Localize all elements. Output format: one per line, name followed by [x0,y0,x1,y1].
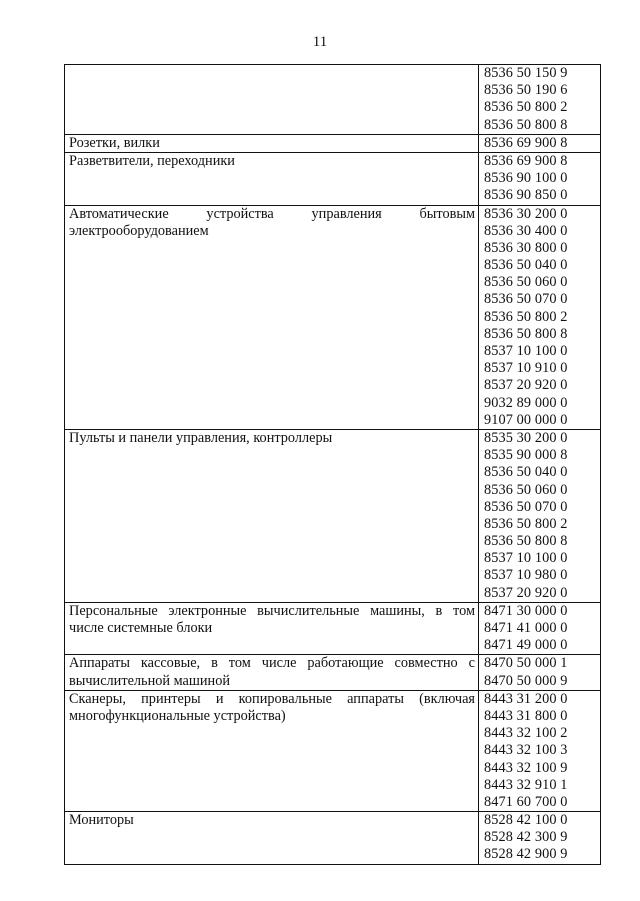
tnved-code: 8443 32 100 2 [484,725,568,742]
tnved-code: 8537 20 920 0 [484,584,568,601]
tnved-codes-cell [479,655,601,690]
tnved-code: 8470 50 000 9 [484,672,568,689]
tnved-code: 8536 50 070 0 [484,498,568,515]
tnved-code: 8536 69 900 8 [484,152,568,169]
tnved-codes-cell [479,205,601,429]
tnved-code: 8528 42 100 0 [484,812,568,829]
table-body [65,65,601,865]
tnved-code: 8537 10 100 0 [484,343,568,360]
tnved-code: 8536 30 400 0 [484,222,568,239]
tnved-code: 8536 50 800 8 [484,533,568,550]
tnved-codes-cell [479,429,601,602]
product-name-cell: Сканеры, принтеры и копировальные аппараты (включая многофункциональные устройства) [65,690,479,811]
tnved-code: 9107 00 000 0 [484,411,568,428]
tnved-code: 8537 20 920 0 [484,377,568,394]
tnved-code: 8443 31 800 0 [484,707,568,724]
tnved-code: 8443 32 100 3 [484,742,568,759]
product-name-cell: Пульты и панели управления, контроллеры [65,429,479,602]
tnved-code: 8470 50 000 1 [484,655,568,672]
page-number: 11 [312,34,328,50]
tnved-code: 8471 30 000 0 [484,602,568,619]
tnved-code: 8536 69 900 8 [484,134,568,151]
tnved-code: 8536 30 800 0 [484,239,568,256]
tnved-code: 8536 90 100 0 [484,170,568,187]
tnved-code: 8537 10 980 0 [484,567,568,584]
tnved-code: 8471 41 000 0 [484,620,568,637]
tnved-code: 8536 50 800 8 [484,325,568,342]
product-name-cell: Автоматические устройства управления бытовым электрооборудованием [65,205,479,429]
product-name-cell: Персональные электронные вычислительные машины, в том числе системные блоки [65,602,479,655]
table-row [65,602,601,655]
tnved-codes-cell [479,65,601,135]
tnved-code: 8537 10 100 0 [484,550,568,567]
tnved-code: 8528 42 900 9 [484,846,568,863]
product-name-cell: Разветвители, переходники [65,152,479,205]
table-row [65,205,601,429]
tnved-codes-cell [479,602,601,655]
tnved-codes-cell [479,134,601,152]
tnved-code: 8536 50 190 6 [484,82,568,99]
table-row [65,690,601,811]
tnved-code: 8536 90 850 0 [484,187,568,204]
product-name-cell: Аппараты кассовые, в том числе работающие совместно с вычислительной машиной [65,655,479,690]
product-name-cell: Розетки, вилки [65,134,479,152]
tnved-code: 8536 50 150 9 [484,65,568,81]
tnved-code: 8536 50 800 8 [484,116,568,133]
tnved-code: 8536 50 040 0 [484,464,568,481]
table-row [65,134,601,152]
tnved-codes-cell [479,812,601,865]
product-name-cell: Мониторы [65,812,479,865]
tnved-codes-cell [479,152,601,205]
tnved-code: 8536 30 200 0 [484,205,568,222]
tnved-code: 8536 50 800 2 [484,99,568,116]
tnved-code: 8536 50 060 0 [484,481,568,498]
tnved-code: 8536 50 800 2 [484,515,568,532]
table-row [65,152,601,205]
tnved-code: 8443 32 910 1 [484,776,568,793]
product-name-cell [65,65,479,135]
product-code-table [64,64,601,865]
tnved-code: 8536 50 800 2 [484,308,568,325]
tnved-code: 8443 32 100 9 [484,759,568,776]
tnved-code: 8443 31 200 0 [484,690,568,707]
table-row [65,812,601,865]
table-row [65,655,601,690]
tnved-code: 8536 50 070 0 [484,291,568,308]
tnved-code: 9032 89 000 0 [484,394,568,411]
tnved-codes-cell [479,690,601,811]
tnved-code: 8528 42 300 9 [484,829,568,846]
table-row [65,429,601,602]
table-row [65,65,601,135]
tnved-code: 8471 49 000 0 [484,637,568,654]
tnved-code: 8536 50 060 0 [484,274,568,291]
tnved-code: 8537 10 910 0 [484,360,568,377]
tnved-code: 8471 60 700 0 [484,793,568,810]
tnved-code: 8536 50 040 0 [484,257,568,274]
tnved-code: 8535 30 200 0 [484,429,568,446]
tnved-code: 8535 90 000 8 [484,447,568,464]
